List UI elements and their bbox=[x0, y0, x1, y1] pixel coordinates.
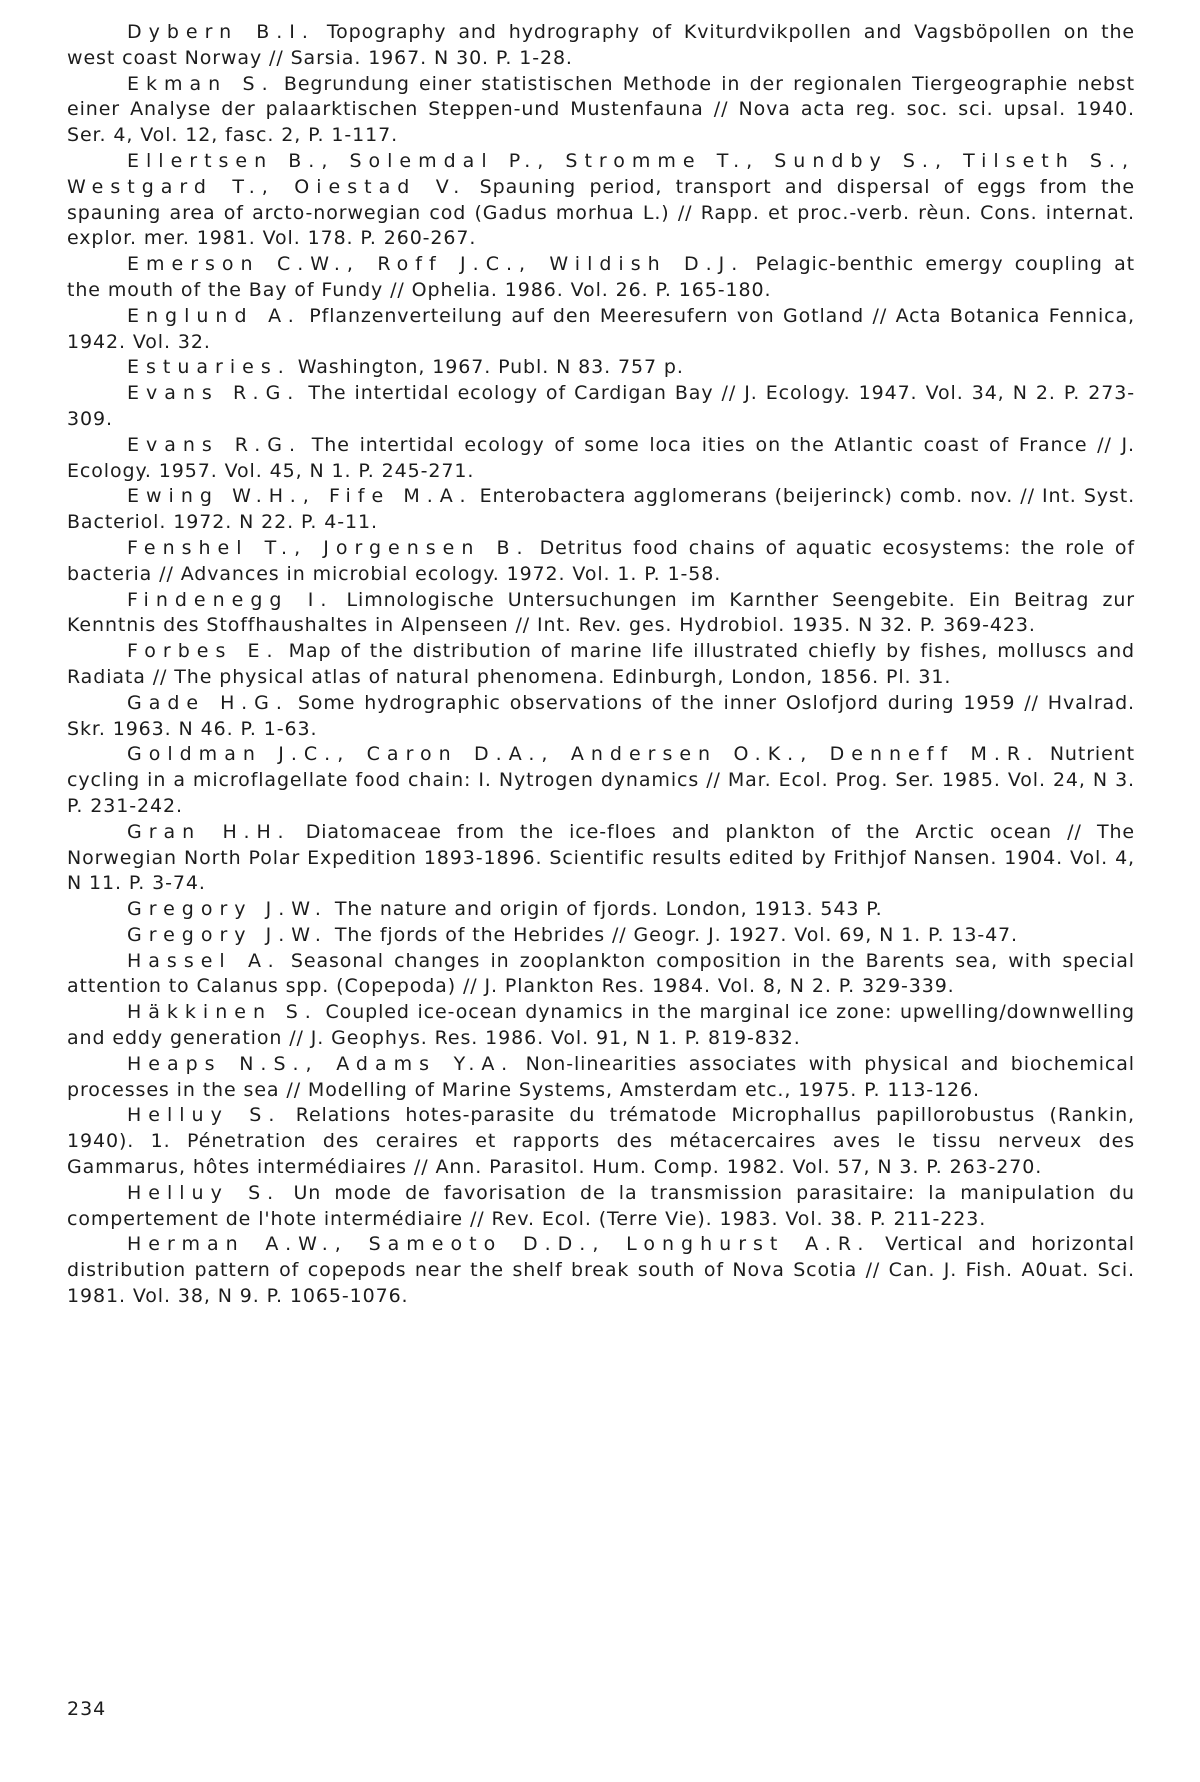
reference-entry bbox=[67, 1052, 1135, 1104]
reference-text: Limnologische Untersuchungen im Karnther Seengebite. Ein Beitrag zur Kenntnis des Stoffhaushaltes in Alpenseen // Int. Rev. ges. Hydrobiol. 1935. N 32. P. 369-423. bbox=[67, 588, 1135, 637]
reference-authors: Evans R.G. bbox=[127, 382, 301, 405]
reference-authors: Herman A.W., Sameoto D.D., Longhurst A.R. bbox=[127, 1233, 871, 1256]
reference-authors: Gran H.H. bbox=[127, 820, 291, 843]
reference-entry bbox=[67, 1000, 1135, 1052]
reference-authors: Fenshel T., Jorgensen B. bbox=[127, 536, 530, 559]
reference-text: Non-linearities associates with physical and biochemical processes in the sea // Modelling of Marine Systems, Amsterdam etc., 1975. P. 113-126. bbox=[67, 1052, 1135, 1101]
reference-entry bbox=[67, 742, 1135, 819]
reference-authors: Gade H.G. bbox=[127, 691, 289, 714]
reference-authors: Häkkinen S. bbox=[127, 1001, 318, 1024]
reference-authors: Helluy S. bbox=[127, 1181, 281, 1204]
reference-authors: Findenegg I. bbox=[127, 588, 334, 611]
reference-entry bbox=[67, 304, 1135, 356]
reference-entry bbox=[67, 1232, 1135, 1309]
reference-text: Un mode de favorisation de la transmission parasitaire: la manipulation du compertement de l'hote intermédiaire // Rev. Ecol. (Terre Vie). 1983. Vol. 38. P. 211-223. bbox=[67, 1181, 1135, 1230]
reference-entry bbox=[67, 691, 1135, 743]
reference-authors: Ekman S. bbox=[127, 72, 275, 95]
reference-authors: Gregory J.W. bbox=[127, 898, 328, 921]
reference-text: Relations hotes-parasite du trématode Microphallus papillorobustus (Rankin, 1940). 1. Pénetration des ceraires et rapports des métacercaires aves le tissu nerveux des Gammarus, hôtes intermédiaires // Ann. Parasitol. Hum. Comp. 1982. Vol. 57, N 3. P. 263-270. bbox=[67, 1104, 1135, 1179]
reference-text: Topography and hydrography of Kviturdvikpollen and Vagsböpollen on the west coast Norway // Sarsia. 1967. N 30. P. 1-28. bbox=[67, 21, 1135, 69]
reference-text: Begrundung einer statistischen Methode in der regionalen Tiergeographie nebst einer Analyse der palaarktischen Steppen-und Mustenfauna // Nova acta reg. soc. sci. upsal. 1940. Ser. 4, Vol. 12, fasc. 2, P. 1-117. bbox=[67, 72, 1135, 147]
reference-authors: Ellertsen B., Solemdal P., Stromme T., Sundby S., Tilseth S., Westgard T., Oiestad V. bbox=[67, 149, 1135, 198]
reference-list bbox=[67, 20, 1135, 1310]
reference-text: Diatomaceae from the ice-floes and plankton of the Arctic ocean // The Norwegian North Polar Expedition 1893-1896. Scientific results edited by Frithjof Nansen. 1904. Vol. 4, N 11. P. 3-74. bbox=[67, 820, 1135, 895]
reference-entry bbox=[67, 588, 1135, 640]
reference-entry bbox=[67, 897, 1135, 923]
reference-authors: Dybern B.I. bbox=[127, 21, 315, 43]
reference-text: Pflanzenverteilung auf den Meeresufern von Gotland // Acta Botanica Fennica, 1942. Vol. 32. bbox=[67, 304, 1135, 353]
reference-entry bbox=[67, 484, 1135, 536]
reference-entry bbox=[67, 639, 1135, 691]
reference-entry bbox=[67, 923, 1135, 949]
reference-entry bbox=[67, 433, 1135, 485]
reference-text: Enterobactera agglomerans (beijerinck) comb. nov. // Int. Syst. Bacteriol. 1972. N 22. P. 4-11. bbox=[67, 485, 1136, 534]
reference-entry bbox=[67, 949, 1135, 1001]
reference-authors: Englund A. bbox=[127, 304, 301, 327]
reference-entry bbox=[67, 149, 1135, 252]
reference-authors: Gregory J.W. bbox=[127, 923, 328, 946]
reference-text: Seasonal changes in zooplankton composition in the Barents sea, with special attention to Calanus spp. (Copepoda) // J. Plankton Res. 1984. Vol. 8, N 2. P. 329-339. bbox=[67, 949, 1135, 998]
reference-authors: Goldman J.C., Caron D.A., Andersen O.K., Denneff M.R. bbox=[127, 743, 1040, 766]
reference-text: Coupled ice-ocean dynamics in the marginal ice zone: upwelling/downwelling and eddy generation // J. Geophys. Res. 1986. Vol. 91, N 1. P. 819-832. bbox=[67, 1001, 1135, 1050]
reference-entry bbox=[67, 1181, 1135, 1233]
reference-entry bbox=[67, 355, 1135, 381]
reference-text: The intertidal ecology of Cardigan Bay // J. Ecology. 1947. Vol. 34, N 2. P. 273-309. bbox=[67, 382, 1136, 430]
reference-entry bbox=[67, 820, 1135, 897]
reference-authors: Forbes E. bbox=[127, 640, 280, 663]
reference-entry bbox=[67, 252, 1135, 304]
reference-authors: Heaps N.S., Adams Y.A. bbox=[127, 1052, 515, 1075]
reference-entry bbox=[67, 20, 1135, 72]
reference-text: Some hydrographic observations of the inner Oslofjord during 1959 // Hvalrad. Skr. 1963. N 46. P. 1-63. bbox=[67, 691, 1135, 740]
reference-text: Washington, 1967. Publ. N 83. 757 p. bbox=[297, 356, 684, 379]
reference-entry bbox=[67, 1103, 1135, 1180]
reference-text: The intertidal ecology of some loca ities on the Atlantic coast of France // J. Ecology. 1957. Vol. 45, N 1. P. 245-271. bbox=[67, 433, 1135, 482]
reference-text: Map of the distribution of marine life illustrated chiefly by fishes, molluscs and Radiata // The physical atlas of natural phenomena. Edinburgh, London, 1856. Pl. 31. bbox=[67, 640, 1135, 688]
reference-text: Detritus food chains of aquatic ecosystems: the role of bacteria // Advances in microbial ecology. 1972. Vol. 1. P. 1-58. bbox=[67, 536, 1135, 585]
reference-text: The nature and origin of fjords. London, 1913. 543 P. bbox=[334, 898, 883, 921]
reference-entry bbox=[67, 536, 1135, 588]
reference-authors: Helluy S. bbox=[127, 1104, 282, 1127]
reference-text: Nutrient cycling in a microflagellate food chain: I. Nytrogen dynamics // Mar. Ecol. Prog. Ser. 1985. Vol. 24, N 3. P. 231-242. bbox=[67, 743, 1135, 817]
reference-authors: Evans R.G. bbox=[127, 433, 303, 456]
reference-entry bbox=[67, 72, 1135, 149]
reference-text: Spauning period, transport and dispersal of eggs from the spauning area of arcto-norwegian cod (Gadus morhua L.) // Rapp. et proc.-verb. rèun. Cons. internat. explor. mer. 1981. Vol. 178. P. 260-267. bbox=[67, 175, 1135, 250]
reference-text: Vertical and horizontal distribution pattern of copepods near the shelf break south of Nova Scotia // Can. J. Fish. A0uat. Sci. 1981. Vol. 38, N 9. P. 1065-1076. bbox=[67, 1233, 1135, 1308]
reference-authors: Hassel A. bbox=[127, 949, 281, 972]
reference-text: The fjords of the Hebrides // Geogr. J. 1927. Vol. 69, N 1. P. 13-47. bbox=[334, 923, 1018, 946]
page-number: 234 bbox=[67, 1698, 107, 1720]
reference-authors: Estuaries. bbox=[127, 356, 291, 379]
reference-entry bbox=[67, 381, 1135, 433]
reference-authors: Emerson C.W., Roff J.C., Wildish D.J. bbox=[127, 253, 745, 276]
reference-authors: Ewing W.H., Fife M.A. bbox=[127, 485, 473, 508]
reference-text: Pelagic-benthic emergy coupling at the mouth of the Bay of Fundy // Ophelia. 1986. Vol. 26. P. 165-180. bbox=[67, 253, 1135, 301]
